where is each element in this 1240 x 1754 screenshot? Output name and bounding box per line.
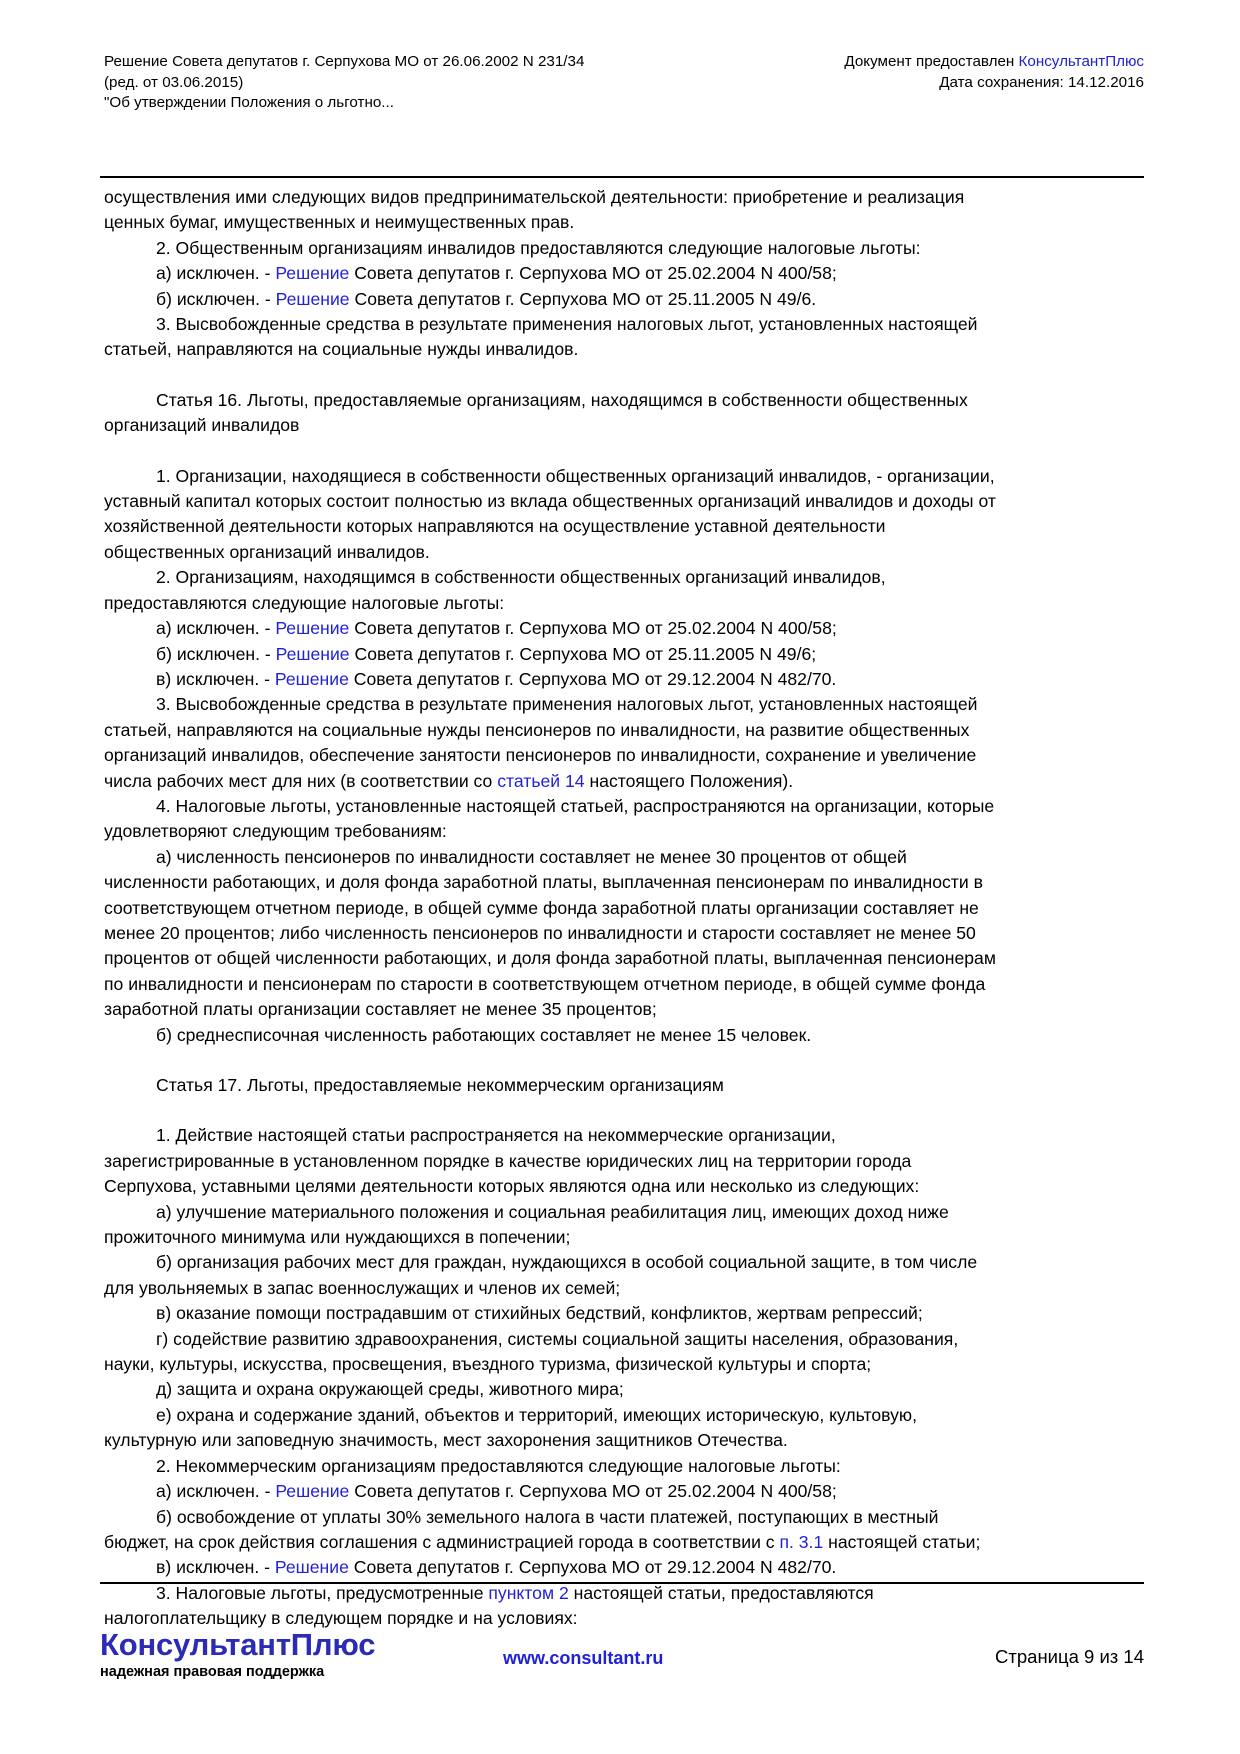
decision-link[interactable]: Решение	[275, 618, 350, 639]
article-16-p4-b	[104, 1023, 1144, 1048]
heading-line: организаций инвалидов	[104, 415, 300, 436]
item-prefix: б) исключен. -	[156, 288, 276, 309]
item-prefix: а) исключен. -	[156, 618, 276, 639]
article-17-item-b-end	[104, 1276, 1144, 1301]
article-17-p2-b	[104, 1505, 1144, 1530]
para-line: культурную или заповедную значимость, мест захоронения защитников Отечества.	[104, 1430, 788, 1451]
list-item-16-v	[104, 667, 1144, 692]
para-line: предоставляются следующие налоговые льготы:	[104, 592, 505, 613]
list-item-15-a	[104, 261, 1144, 286]
article-16-p3-cont	[104, 718, 1144, 743]
article-17-p2	[104, 1454, 1144, 1479]
item-suffix: Совета депутатов г. Серпухова МО от 25.02.2004 N 400/58;	[349, 618, 837, 639]
para-suffix: настоящей статьи;	[823, 1531, 981, 1552]
item-suffix: Совета депутатов г. Серпухова МО от 25.02.2004 N 400/58;	[349, 263, 837, 284]
para-line: б) освобождение от уплаты 30% земельного налога в части платежей, поступающих в местный	[156, 1506, 939, 1527]
document-body	[104, 185, 1144, 1632]
para-line: общественных организаций инвалидов.	[104, 541, 430, 562]
article-16-heading	[104, 388, 1144, 413]
page-header	[104, 52, 1144, 114]
para-line: ценных бумаг, имущественных и неимущественных прав.	[104, 212, 575, 233]
para-line: статьей, направляются на социальные нужды пенсионеров по инвалидности, на развитие общественных	[104, 719, 970, 740]
article-16-p4-a-cont	[104, 896, 1144, 921]
para-line: 3. Высвобожденные средства в результате применения налоговых льгот, установленных настоящей	[156, 694, 978, 715]
para-line: для увольняемых в запас военнослужащих и членов их семей;	[104, 1277, 621, 1298]
para-line: процентов от общей численности работающих, и доля фонда заработной платы, выплаченная пенсионерам	[104, 948, 996, 969]
article-16-p4-a-cont	[104, 946, 1144, 971]
para-line: 2. Общественным организациям инвалидов предоставляются следующие налоговые льготы:	[156, 237, 921, 258]
para-line: хозяйственной деятельности которых направляются на осуществление уставной деятельности	[104, 516, 886, 537]
para-line: 3. Высвобожденные средства в результате применения налоговых льгот, установленных настоящей	[156, 314, 978, 335]
paragraph-spacer	[104, 1098, 1144, 1123]
item-prefix: а) исключен. -	[156, 1481, 276, 1502]
para-line: Серпухова, уставными целями деятельности которых являются одна или несколько из следующих:	[104, 1176, 920, 1197]
item-suffix: Совета депутатов г. Серпухова МО от 25.02.2004 N 400/58;	[349, 1481, 837, 1502]
decision-link[interactable]: Решение	[275, 263, 350, 284]
paragraph-spacer	[104, 1048, 1144, 1073]
paragraph-spacer	[104, 439, 1144, 464]
article-16-p1-end	[104, 540, 1144, 565]
para-line: 4. Налоговые льготы, установленные настоящей статьей, распространяются на организации, которые	[156, 795, 995, 816]
logo-tagline: надежная правовая поддержка	[100, 1664, 325, 1680]
para-prefix: 3. Налоговые льготы, предусмотренные	[156, 1582, 489, 1603]
article-14-link[interactable]: статьей 14	[497, 770, 585, 791]
article-16-heading-cont	[104, 413, 1144, 438]
paragraph-spacer	[104, 363, 1144, 388]
consultant-plus-logo	[100, 1628, 375, 1681]
para-line: 2. Некоммерческим организациям предоставляются следующие налоговые льготы:	[156, 1455, 841, 1476]
article-17-item-e	[104, 1403, 1144, 1428]
article-17-item-e-end	[104, 1428, 1144, 1453]
article-16-p4-a-cont	[104, 921, 1144, 946]
item-suffix: Совета депутатов г. Серпухова МО от 29.12.2004 N 482/70.	[348, 1557, 837, 1578]
document-title-line-2: (ред. от 03.06.2015)	[104, 73, 244, 91]
logo-wordmark: КонсультантПлюс	[100, 1627, 376, 1662]
decision-link[interactable]: Решение	[275, 288, 350, 309]
website-link[interactable]: www.consultant.ru	[503, 1648, 664, 1668]
document-title-line-1: Решение Совета депутатов г. Серпухова МО от 26.06.2002 N 231/34	[104, 53, 585, 70]
decision-link[interactable]: Решение	[274, 668, 349, 689]
article-16-p4-a	[104, 845, 1144, 870]
para-line: 1. Организации, находящиеся в собственности общественных организаций инвалидов, - организации,	[156, 465, 995, 486]
article-16-p2-cont	[104, 591, 1144, 616]
decision-link[interactable]: Решение	[274, 1557, 349, 1578]
article-17-item-d	[104, 1377, 1144, 1402]
para-line: соответствующем отчетном периоде, в общей сумме фонда заработной платы организации составляет не	[104, 897, 979, 918]
article-16-p1	[104, 464, 1144, 489]
article-16-p2	[104, 565, 1144, 590]
para-line: статьей, направляются на социальные нужды инвалидов.	[104, 339, 579, 360]
article-16-p3-end	[104, 769, 1144, 794]
para-line: прожиточного минимума или нуждающихся в попечении;	[104, 1227, 571, 1248]
point-2-link[interactable]: пунктом 2	[488, 1582, 569, 1603]
item-prefix: в) исключен. -	[156, 668, 275, 689]
para-prefix: бюджет, на срок действия соглашения с администрацией города в соответствии с	[104, 1531, 780, 1552]
page-number: Страница 9 из 14	[995, 1646, 1144, 1667]
item-prefix: б) исключен. -	[156, 643, 276, 664]
list-item-16-b	[104, 642, 1144, 667]
header-divider-rule	[100, 176, 1144, 178]
article-16-p1-cont	[104, 489, 1144, 514]
item-prefix: в) исключен. -	[156, 1557, 275, 1578]
heading-line: Статья 16. Льготы, предоставляемые организациям, находящимся в собственности общественных	[156, 389, 968, 410]
list-item-16-a	[104, 616, 1144, 641]
provider-line	[844, 52, 1144, 73]
article-16-p3	[104, 692, 1144, 717]
footer-divider-rule	[100, 1582, 1144, 1584]
paragraph-continuation	[104, 185, 1144, 210]
para-line: 1. Действие настоящей статьи распространяется на некоммерческие организации,	[156, 1125, 836, 1146]
paragraph-15-3-cont	[104, 337, 1144, 362]
para-line: 2. Организациям, находящимся в собственности общественных организаций инвалидов,	[156, 567, 886, 588]
para-prefix: числа рабочих мест для них (в соответствии со	[104, 770, 498, 791]
saved-date-line: Дата сохранения: 14.12.2016	[939, 73, 1144, 91]
para-line: б) организация рабочих мест для граждан, нуждающихся в особой социальной защите, в том числе	[156, 1252, 978, 1273]
article-17-p1-end	[104, 1174, 1144, 1199]
para-line: в) оказание помощи пострадавшим от стихийных бедствий, конфликтов, жертвам репрессий;	[156, 1303, 923, 1324]
para-line: зарегистрированные в установленном порядке в качестве юридических лиц на территории города	[104, 1150, 912, 1171]
para-line: численности работающих, и доля фонда заработной платы, выплаченная пенсионерам по инвалидности в	[104, 872, 983, 893]
para-suffix: настоящего Положения).	[584, 770, 794, 791]
article-16-p1-cont	[104, 514, 1144, 539]
article-17-p3	[104, 1581, 1144, 1606]
para-line: а) улучшение материального положения и социальная реабилитация лиц, имеющих доход ниже	[156, 1201, 949, 1222]
article-17-item-b	[104, 1250, 1144, 1275]
para-line: д) защита и охрана окружающей среды, животного мира;	[156, 1379, 624, 1400]
article-17-heading	[104, 1073, 1144, 1098]
article-16-p4-a-cont	[104, 972, 1144, 997]
article-16-p4-cont	[104, 819, 1144, 844]
article-17-item-a	[104, 1200, 1144, 1225]
article-17-p2-a	[104, 1479, 1144, 1504]
item-suffix: Совета депутатов г. Серпухова МО от 25.11.2005 N 49/6.	[349, 288, 817, 309]
para-line: менее 20 процентов; либо численность пенсионеров по инвалидности и старости составляет не менее 50	[104, 922, 976, 943]
para-suffix: настоящей статьи, предоставляются	[568, 1582, 874, 1603]
article-16-p3-cont	[104, 743, 1144, 768]
para-line: осуществления ими следующих видов предпринимательской деятельности: приобретение и реализация	[104, 187, 965, 207]
provider-prefix: Документ предоставлен	[844, 53, 1019, 70]
point-3-1-link[interactable]: п. 3.1	[779, 1531, 824, 1552]
article-16-p4-a-end	[104, 997, 1144, 1022]
item-suffix: Совета депутатов г. Серпухова МО от 25.11.2005 N 49/6;	[349, 643, 817, 664]
article-17-p2-b-end	[104, 1530, 1144, 1555]
para-line: заработной платы организации составляет не менее 35 процентов;	[104, 999, 657, 1020]
article-17-item-a-end	[104, 1225, 1144, 1250]
para-line: б) среднесписочная численность работающих составляет не менее 15 человек.	[156, 1024, 812, 1045]
para-line: е) охрана и содержание зданий, объектов и территорий, имеющих историческую, культовую,	[156, 1404, 917, 1425]
para-line: удовлетворяют следующим требованиям:	[104, 821, 447, 842]
paragraph-continuation-end	[104, 210, 1144, 235]
article-16-p4-a-cont	[104, 870, 1144, 895]
para-line: науки, культуры, искусства, просвещения, въездного туризма, физической культуры и спорта;	[104, 1354, 872, 1375]
document-title-block	[104, 52, 584, 114]
article-16-p4	[104, 794, 1144, 819]
article-17-item-g	[104, 1327, 1144, 1352]
article-17-p1	[104, 1123, 1144, 1148]
article-17-p2-v	[104, 1555, 1144, 1580]
article-17-item-g-end	[104, 1352, 1144, 1377]
document-provider-block	[844, 52, 1144, 93]
para-line: организаций инвалидов, обеспечение занятости пенсионеров по инвалидности, сохранение и увеличение	[104, 745, 977, 766]
decision-link[interactable]: Решение	[275, 643, 350, 664]
page-footer	[100, 1628, 1144, 1718]
heading-line: Статья 17. Льготы, предоставляемые некоммерческим организациям	[156, 1075, 724, 1095]
list-item-15-b	[104, 287, 1144, 312]
item-suffix: Совета депутатов г. Серпухова МО от 29.12.2004 N 482/70.	[348, 668, 837, 689]
para-line: г) содействие развитию здравоохранения, системы социальной защиты населения, образования,	[156, 1328, 959, 1349]
article-17-item-v	[104, 1301, 1144, 1326]
consultant-plus-link[interactable]: КонсультантПлюс	[1018, 53, 1144, 70]
para-line: а) численность пенсионеров по инвалидности составляет не менее 30 процентов от общей	[156, 846, 907, 867]
decision-link[interactable]: Решение	[275, 1481, 350, 1502]
para-line: уставный капитал которых состоит полностью из вклада общественных организаций инвалидов и доходы от	[104, 491, 996, 512]
document-title-line-3: "Об утверждении Положения о льготно...	[104, 94, 394, 111]
paragraph-15-3	[104, 312, 1144, 337]
paragraph-15-2	[104, 236, 1144, 261]
para-line: по инвалидности и пенсионерам по старости в соответствующем отчетном периоде, в общей сумме фонда	[104, 973, 986, 994]
para-line: налогоплательщику в следующем порядке и на условиях:	[104, 1608, 578, 1629]
article-17-p1-cont	[104, 1149, 1144, 1174]
item-prefix: а) исключен. -	[156, 263, 276, 284]
